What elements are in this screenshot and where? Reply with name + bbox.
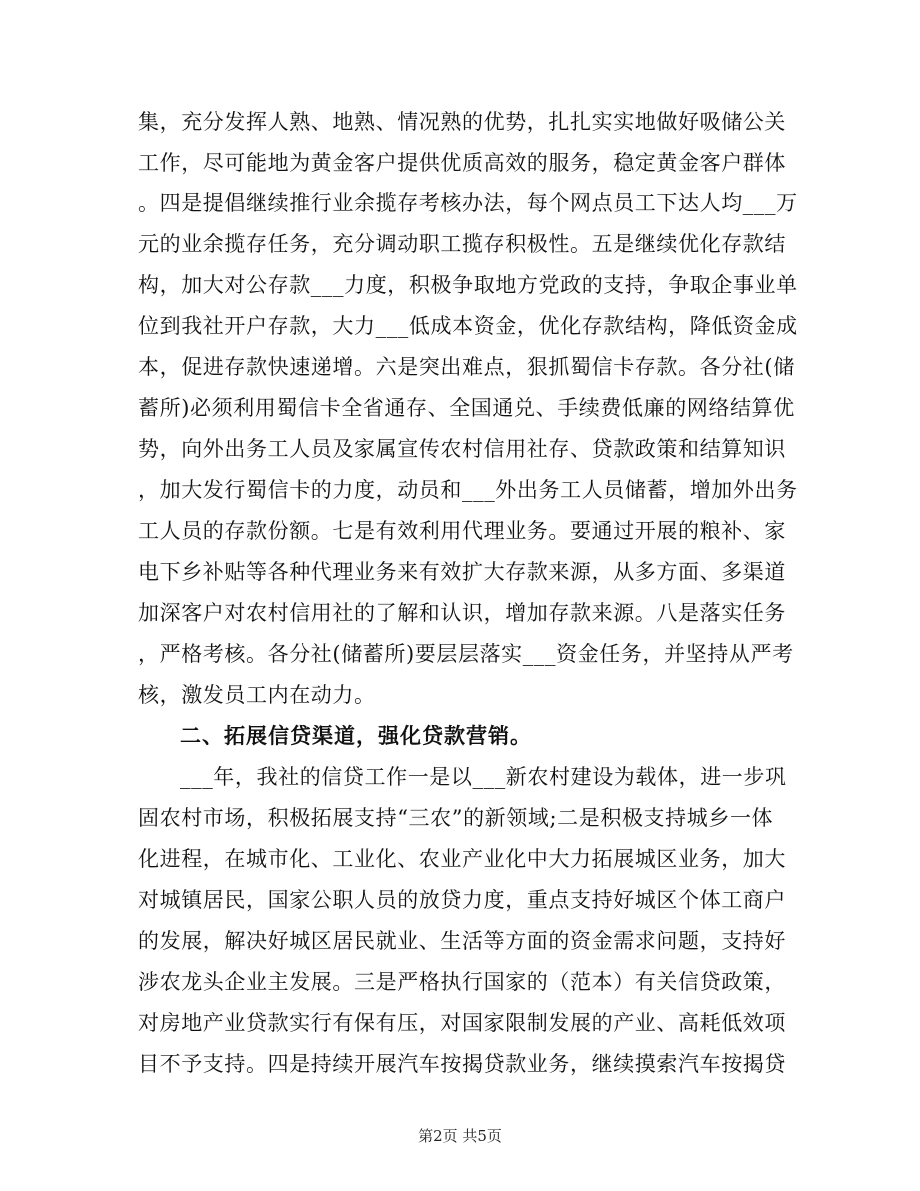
section-heading: 二、拓展信贷渠道，强化贷款营销。: [180, 724, 532, 748]
paragraph-line: 蓄所)必须利用蜀信卡全省通存、全国通兑、手续费低廉的网络结算优: [138, 396, 795, 420]
paragraph-line: 势，向外出务工人员及家属宣传农村信用社存、贷款政策和结算知识: [138, 437, 786, 461]
paragraph-line: 工作，尽可能地为黄金客户提供优质高效的服务，稳定黄金客户群体: [138, 151, 786, 175]
paragraph-line: 工人员的存款份额。七是有效利用代理业务。要通过开展的粮补、家: [138, 519, 786, 543]
paragraph-line: ，严格考核。各分社(储蓄所)要层层落实___资金任务，并坚持从严考: [138, 642, 794, 666]
paragraph-line: 的发展，解决好城区居民就业、生活等方面的资金需求问题，支持好: [138, 929, 786, 953]
paragraph-line: 化进程，在城市化、工业化、农业产业化中大力拓展城区业务，加大: [138, 847, 786, 871]
paragraph-line: 核，激发员工内在动力。: [138, 683, 376, 707]
paragraph-line: ，加大发行蜀信卡的力度，动员和___外出务工人员储蓄，增加外出务: [138, 478, 798, 502]
paragraph-line: 对城镇居民，国家公职人员的放贷力度，重点支持好城区个体工商户: [138, 888, 786, 912]
page-number-footer: 第2页 共5页: [418, 1127, 502, 1145]
paragraph-line: 电下乡补贴等各种代理业务来有效扩大存款来源，从多方面、多渠道: [138, 560, 786, 584]
paragraph-line: 元的业余揽存任务，充分调动职工揽存积极性。五是继续优化存款结: [138, 232, 786, 256]
paragraph-line: 对房地产业贷款实行有保有压，对国家限制发展的产业、高耗低效项: [138, 1011, 786, 1035]
paragraph-line: 本，促进存款快速递增。六是突出难点，狠抓蜀信卡存款。各分社(储: [138, 355, 795, 379]
paragraph-line: 涉农龙头企业主发展。三是严格执行国家的（范本）有关信贷政策，: [138, 970, 786, 994]
paragraph-line: 。四是提倡继续推行业余揽存考核办法，每个网点员工下达人均___万: [138, 191, 798, 215]
paragraph-line: 集，充分发挥人熟、地熟、情况熟的优势，扎扎实实地做好吸储公关: [138, 110, 786, 134]
paragraph-line: 加深客户对农村信用社的了解和认识，增加存款来源。八是落实任务: [138, 601, 786, 625]
paragraph-line: 目不予支持。四是持续开展汽车按揭贷款业务，继续摸索汽车按揭贷: [138, 1052, 786, 1076]
paragraph-line: 构，加大对公存款___力度，积极争取地方党政的支持，争取企事业单: [138, 273, 798, 297]
paragraph-line: ___年，我社的信贷工作一是以___新农村建设为载体，进一步巩: [180, 765, 787, 789]
paragraph-line: 固农村市场，积极拓展支持“三农”的新领域;二是积极支持城乡一体: [138, 806, 774, 830]
paragraph-line: 位到我社开户存款，大力___低成本资金，优化存款结构，降低资金成: [138, 314, 798, 338]
